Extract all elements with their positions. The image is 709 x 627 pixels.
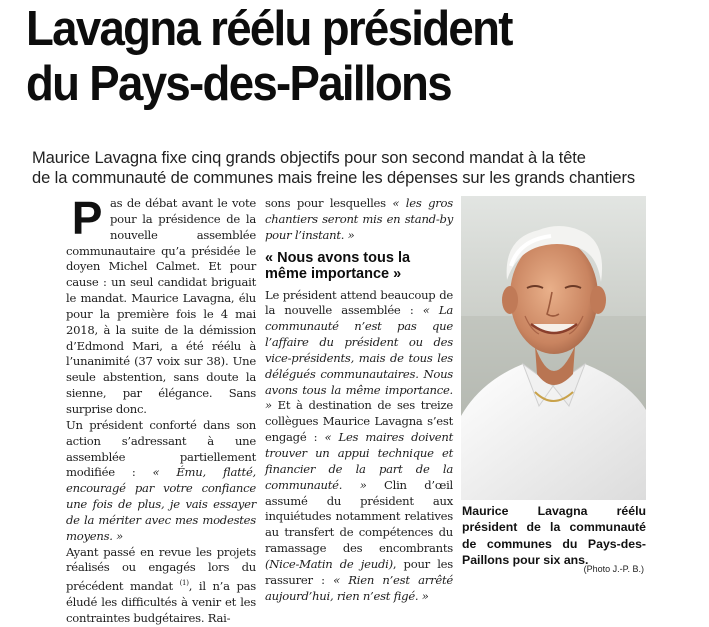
photo-credit: (Photo J.-P. B.) xyxy=(583,564,644,574)
subhead xyxy=(32,148,708,188)
paragraph-3-text-b: , il n’a pas éludé les difficultés à venir et les contraintes budgétaires. Rai- xyxy=(66,579,256,625)
paragraph-1 xyxy=(66,192,256,418)
paragraph-3 xyxy=(66,545,256,627)
quote-1: « Ému, flatté, encouragé par votre confiance une fois de plus, je vais essayer de la mériter avec mes modestes moyens. » xyxy=(66,465,256,543)
paragraph-4-text: sons pour lesquelles xyxy=(265,196,393,210)
quote-2: « les gros chantiers seront mis en stand-by pour l’instant. » xyxy=(265,196,453,242)
quote-3: « La communauté n’est pas que l’affaire du président ou des vice-présidents, mais de tous les délégués communautaires. Nous avons tous la même importance. » xyxy=(265,303,453,413)
headline-line-2: du Pays-des-Paillons xyxy=(26,57,451,111)
headline-line-1: Lavagna réélu président xyxy=(26,2,512,56)
paragraph-5-text-b: Et à destination de ses treize collègues Maurice Lavagna s’est engagé : xyxy=(265,398,453,445)
footnote-marker: (1) xyxy=(179,579,189,588)
paragraph-5-text-a: Le président attend beaucoup de la nouvelle assemblée : xyxy=(265,287,453,318)
portrait-photo xyxy=(461,196,646,500)
paragraph-4 xyxy=(265,196,453,244)
portrait-illustration xyxy=(461,196,646,500)
subhead-line-2: de la communauté de communes mais freine les dépenses sur les grands chantiers xyxy=(32,169,636,187)
photo-caption: Maurice Lavagna réélu président de la communauté de communes du Pays-des-Paillons pour six ans. xyxy=(462,504,646,567)
quote-4: « Les maires doivent trouver un appui technique et financier de la part de la communauté. » xyxy=(265,430,453,492)
subhead-line-1: Maurice Lavagna fixe cinq grands objectifs pour son second mandat à la tête xyxy=(32,149,586,167)
paragraph-5-text-c: Clin d’œil assumé du président aux inquiétudes notamment relatives au transfert de compétences du ramassage des encombrants xyxy=(265,477,453,556)
article-column-1 xyxy=(66,192,256,627)
headline xyxy=(26,2,658,112)
source-reference: (Nice-Matin de jeudi) xyxy=(265,556,393,571)
paragraph-5 xyxy=(265,288,453,605)
paragraph-2 xyxy=(66,418,256,545)
paragraph-5-text-d: , pour les rassurer : xyxy=(265,556,453,587)
paragraph-2-text: Un président conforté dans son action s’adressant à une assemblée partiellement modifiée : xyxy=(66,417,256,480)
section-subtitle: « Nous avons tous la même importance » xyxy=(265,249,411,282)
paragraph-3-text-a: Ayant passé en revue les projets réalisés ou engagés lors du précédent mandat xyxy=(66,544,256,594)
paragraph-1-text: as de débat avant le vote pour la présidence de la nouvelle assemblée communautaire qu’a présidée le doyen Michel Calmet. Et pour cause : un seul candidat briguait le mandat. Maurice Lavagna, élu pour la première fois le 4 mai 2018, à la suite de la démission d’Edmond Mari, a été réélu à l’unanimité (37 voix sur 38). Une seule abstention, sans doute la sienne, par élégance. Sans surprise donc. xyxy=(66,196,256,416)
quote-5: « Rien n’est arrêté aujourd’hui, rien n’est figé. » xyxy=(265,572,453,603)
drop-cap: P xyxy=(71,192,103,244)
article-column-2 xyxy=(265,196,453,604)
